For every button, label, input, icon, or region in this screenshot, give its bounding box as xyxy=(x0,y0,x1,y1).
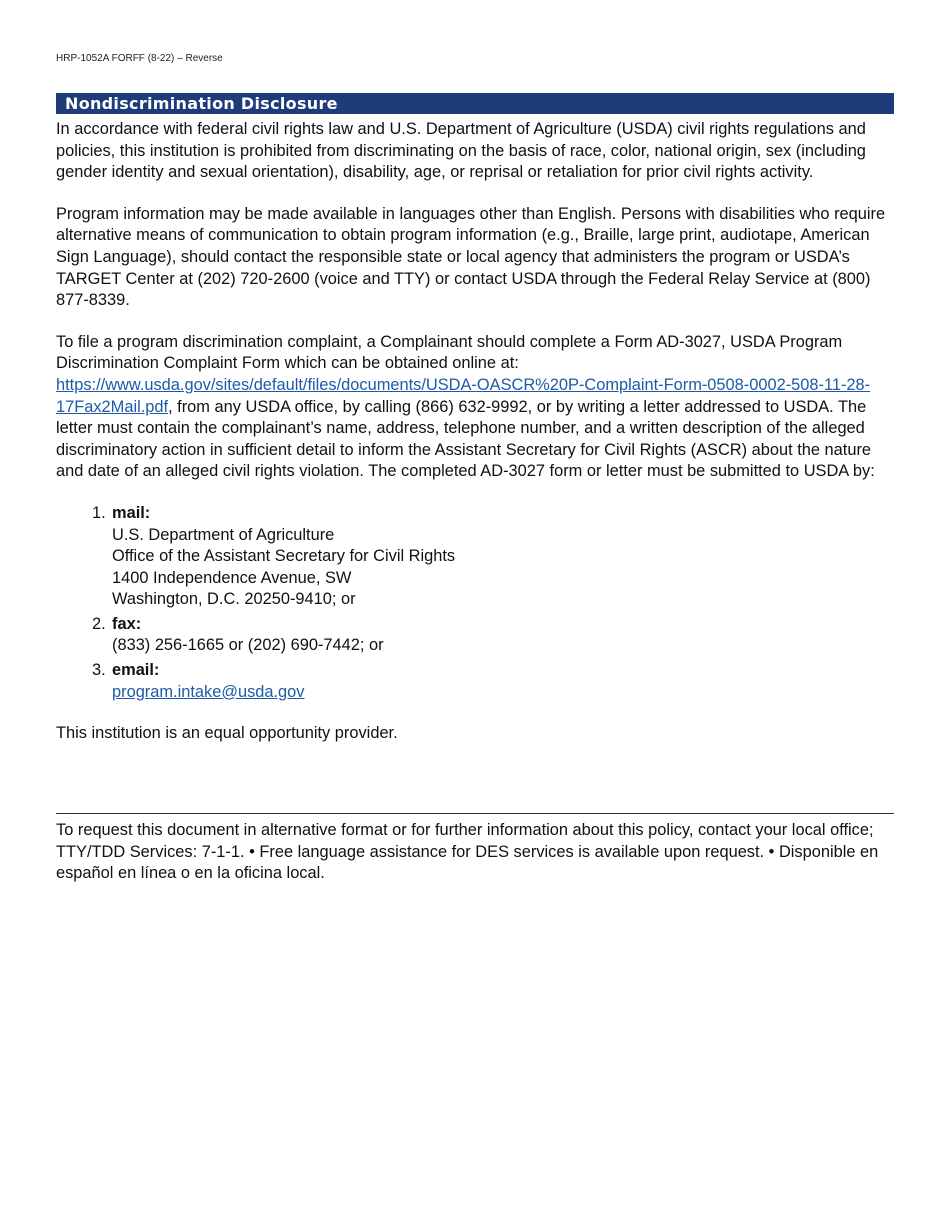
program-information-paragraph: Program information may be made available in languages other than English. Persons with disabilities who require alternative means of communication to obtain program information (e.g., Braille, large print, audiotape, American Sign Language), should contact the responsible state or local agency that administers the program or USDA’s TARGET Center at (202) 720-2600 (voice and TTY) or contact USDA through the Federal Relay Service at (800) 877-8339. xyxy=(56,204,886,310)
fax-label: fax: xyxy=(112,614,142,633)
list-item-email xyxy=(92,660,894,703)
complaint-details: , from any USDA office, by calling (866) 632-9992, or by writing a letter addressed to USDA. The letter must contain the complainant’s name, address, telephone number, and a written description of the alleged discriminatory action in sufficient detail to inform the Assistant Secretary for Civil Rights (ASCR) about the nature and date of an alleged civil rights violation. The completed AD-3027 form or letter must be submitted to USDA by: xyxy=(56,397,875,481)
email-link[interactable]: program.intake@usda.gov xyxy=(112,682,305,701)
form-identifier: HRP-1052A FORFF (8-22) – Reverse xyxy=(56,53,223,64)
disclosure-body xyxy=(56,119,894,765)
equal-opportunity-statement: This institution is an equal opportunity provider. xyxy=(56,724,398,743)
footer-notice: To request this document in alternative format or for further information about this policy, contact your local office; TTY/TDD Services: 7-1-1. • Free language assistance for DES services is available upon request. • Disponible en español en línea o en la oficina local. xyxy=(56,813,894,885)
mail-address-line: Washington, D.C. 20250-9410; or xyxy=(112,590,356,609)
list-number: 1. xyxy=(92,503,106,522)
list-item-fax xyxy=(92,614,894,657)
mail-address-line: 1400 Independence Avenue, SW xyxy=(112,568,352,587)
list-number: 2. xyxy=(92,614,106,633)
list-number: 3. xyxy=(92,661,106,680)
civil-rights-paragraph: In accordance with federal civil rights law and U.S. Department of Agriculture (USDA) civil rights regulations and policies, this institution is prohibited from discriminating on the basis of race, color, national origin, sex (including gender identity and sexual orientation), disability, age, or reprisal or retaliation for prior civil rights activity. xyxy=(56,120,866,182)
complaint-form-link[interactable]: https://www.usda.gov/sites/default/files/documents/USDA-OASCR%20P-Complaint-Form-0508-0002-508-11-28-17Fax2Mail.pdf xyxy=(56,375,871,416)
complaint-intro: To file a program discrimination complaint, a Complainant should complete a Form AD-3027, USDA Program Discrimination Complaint Form which can be obtained online at: xyxy=(56,332,843,373)
email-label: email: xyxy=(112,661,160,680)
submission-methods-list xyxy=(56,503,894,703)
complaint-paragraph xyxy=(56,332,894,483)
section-title: Nondiscrimination Disclosure xyxy=(56,93,894,114)
mail-address-line: Office of the Assistant Secretary for Civil Rights xyxy=(112,547,456,566)
mail-label: mail: xyxy=(112,503,151,522)
mail-address-line: U.S. Department of Agriculture xyxy=(112,525,335,544)
fax-numbers: (833) 256-1665 or (202) 690-7442; or xyxy=(112,636,384,655)
list-item-mail xyxy=(92,503,894,611)
